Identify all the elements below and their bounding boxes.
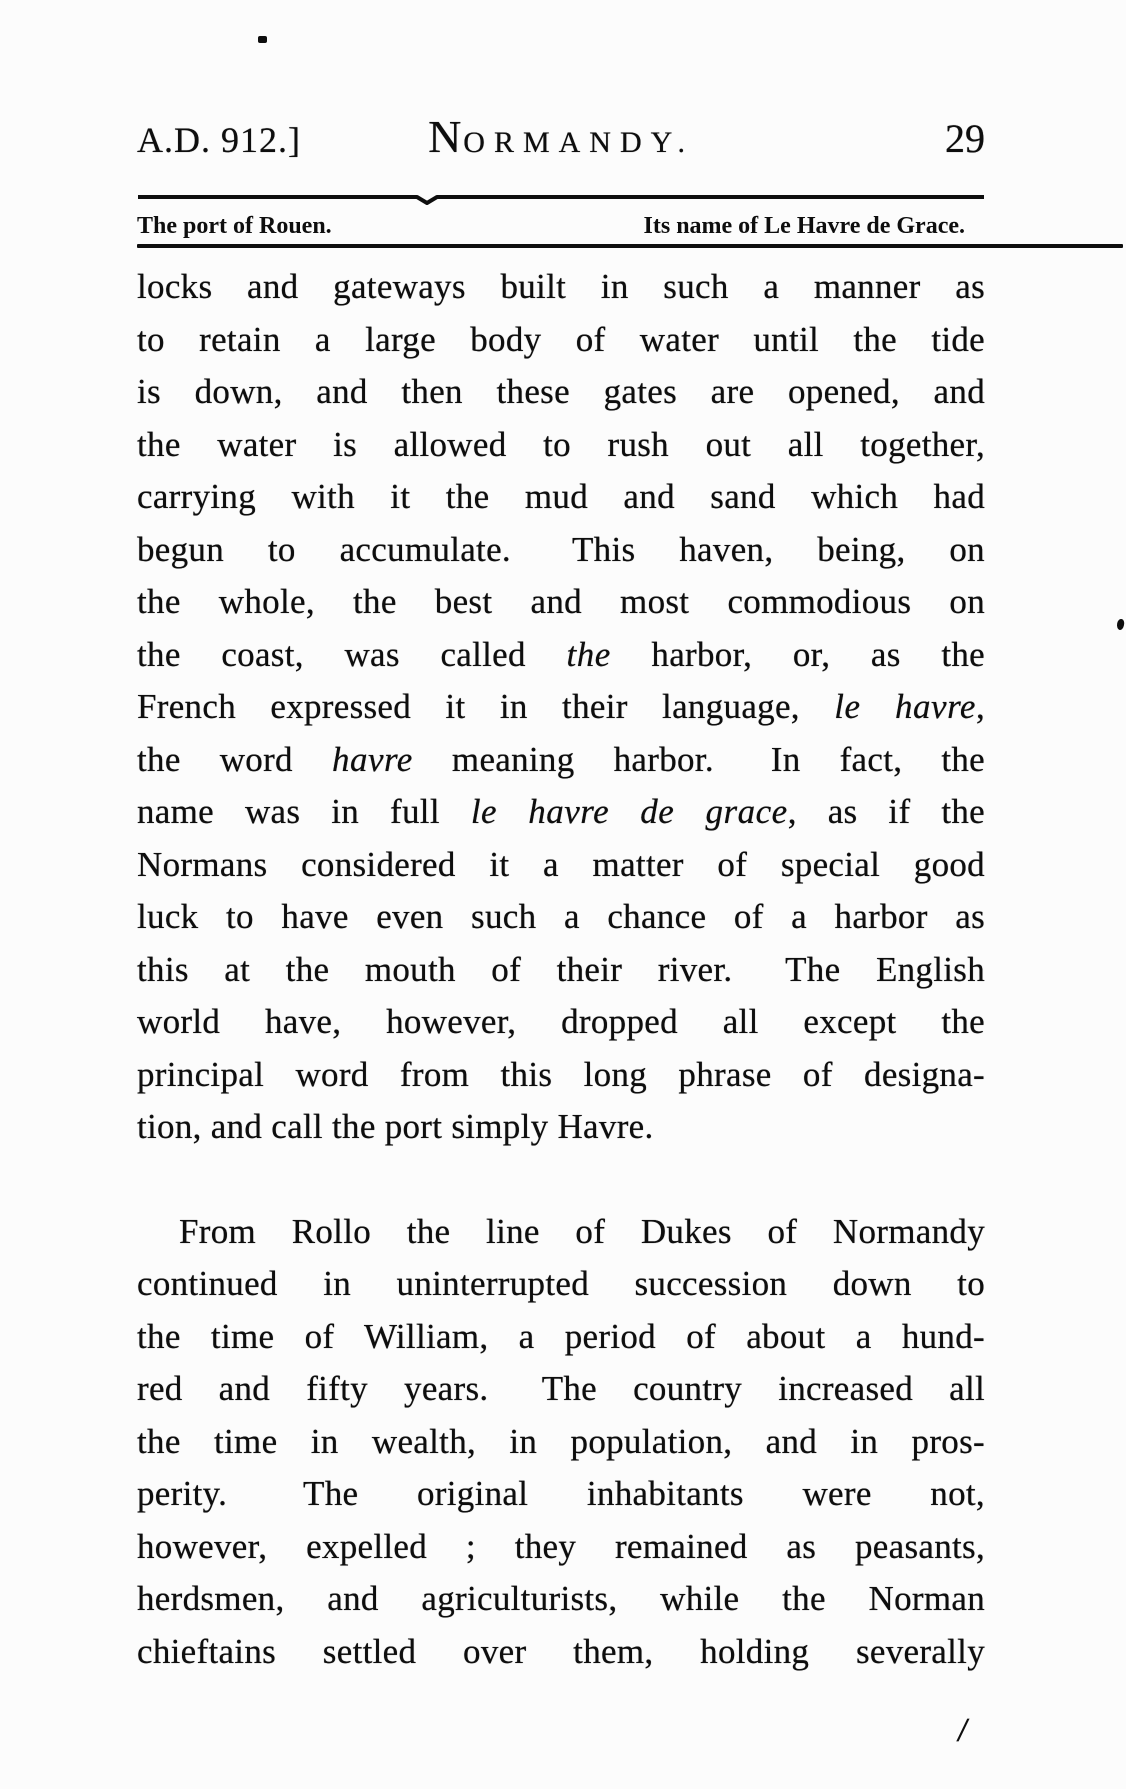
paragraph <box>137 261 985 1154</box>
body-line <box>137 1363 985 1416</box>
body-line <box>137 419 985 472</box>
title-rest: ORMANDY. <box>463 126 694 159</box>
body-line <box>137 891 985 944</box>
body-line <box>137 1311 985 1364</box>
text-run: chieftains settled over them, holding severally <box>137 1631 985 1671</box>
paragraph <box>137 1206 985 1679</box>
italic-text-run: havre <box>331 739 413 779</box>
divider-rule <box>137 244 1123 248</box>
body-line <box>137 1258 985 1311</box>
body-line <box>137 996 985 1049</box>
text-run: luck to have even such a chance of a harbor as <box>137 897 985 936</box>
body-line <box>137 576 985 629</box>
body-text <box>137 261 985 1678</box>
text-run: carrying with it the mud and sand which had <box>137 477 985 516</box>
body-line <box>137 1416 985 1469</box>
text-run: the word <box>137 739 332 779</box>
page-number: 29 <box>945 116 986 161</box>
text-run: harbor, or, as the <box>610 634 985 674</box>
text-run: is down, and then these gates are opened, and <box>137 372 985 411</box>
text-run: locks and gateways built in such a manner as <box>137 267 985 306</box>
text-run: continued in uninterrupted succession down to <box>137 1264 985 1303</box>
guide-word-right: Its name of Le Havre de Grace. <box>643 213 965 239</box>
text-run: the coast, was called <box>137 634 567 674</box>
text-run: red and fifty years. The country increased all <box>137 1369 985 1408</box>
header-rule-ornament <box>138 197 984 203</box>
body-line <box>137 629 985 682</box>
ink-speck-right <box>1116 618 1125 630</box>
text-run: the water is allowed to rush out all together, <box>137 424 985 464</box>
body-line <box>137 1101 985 1154</box>
text-run: tion, and call the port simply Havre. <box>137 1107 654 1146</box>
ink-speck-top <box>258 36 267 43</box>
body-line <box>137 1521 985 1574</box>
body-line <box>137 524 985 577</box>
text-run: perity. The original inhabitants were not, <box>137 1474 985 1513</box>
text-run: name was in full <box>137 792 471 831</box>
body-line <box>137 786 985 839</box>
header-date-bracket: A.D. 912.] <box>137 120 301 160</box>
guide-word-left: The port of Rouen. <box>137 213 332 239</box>
body-line <box>137 1468 985 1521</box>
body-line <box>137 734 985 787</box>
italic-text-run: le havre <box>834 687 976 726</box>
stray-slash-mark: / <box>955 1712 971 1749</box>
body-line <box>137 366 985 419</box>
italic-text-run: le havre de grace <box>470 792 788 831</box>
text-run: , as if the <box>787 792 986 831</box>
title-initial: N <box>428 111 462 162</box>
body-line <box>137 261 985 314</box>
text-run: the whole, the best and most commodious on <box>137 582 985 621</box>
text-run: , <box>975 687 986 726</box>
text-run: From Rollo the line of Dukes of Normandy <box>179 1211 985 1251</box>
body-line <box>137 314 985 367</box>
header-rule <box>137 193 985 206</box>
italic-text-run: the <box>566 634 611 674</box>
text-run: French expressed it in their language, <box>137 687 835 726</box>
body-line <box>137 1573 985 1626</box>
text-run: to retain a large body of water until the tide <box>137 319 985 359</box>
text-run: herdsmen, and agriculturists, while the Norman <box>137 1579 985 1618</box>
text-run: the time in wealth, in population, and in pros- <box>137 1421 985 1461</box>
body-line <box>137 681 985 734</box>
body-line <box>137 839 985 892</box>
running-head <box>137 111 986 162</box>
guide-words-row <box>137 211 985 241</box>
body-line <box>137 1626 985 1679</box>
text-run: begun to accumulate. This haven, being, on <box>137 529 985 569</box>
text-run: meaning harbor. In fact, the <box>412 739 985 779</box>
body-line <box>137 944 985 997</box>
body-line <box>137 1206 985 1259</box>
text-run: however, expelled ; they remained as peasants, <box>137 1526 985 1566</box>
page-title <box>428 111 694 162</box>
text-run: this at the mouth of their river. The English <box>137 949 985 989</box>
text-run: principal word from this long phrase of designa- <box>137 1054 985 1094</box>
text-run: the time of William, a period of about a hund- <box>137 1316 985 1356</box>
body-line <box>137 471 985 524</box>
body-line <box>137 1049 985 1102</box>
text-run: Normans considered it a matter of special good <box>137 844 985 884</box>
text-run: world have, however, dropped all except the <box>137 1002 985 1041</box>
